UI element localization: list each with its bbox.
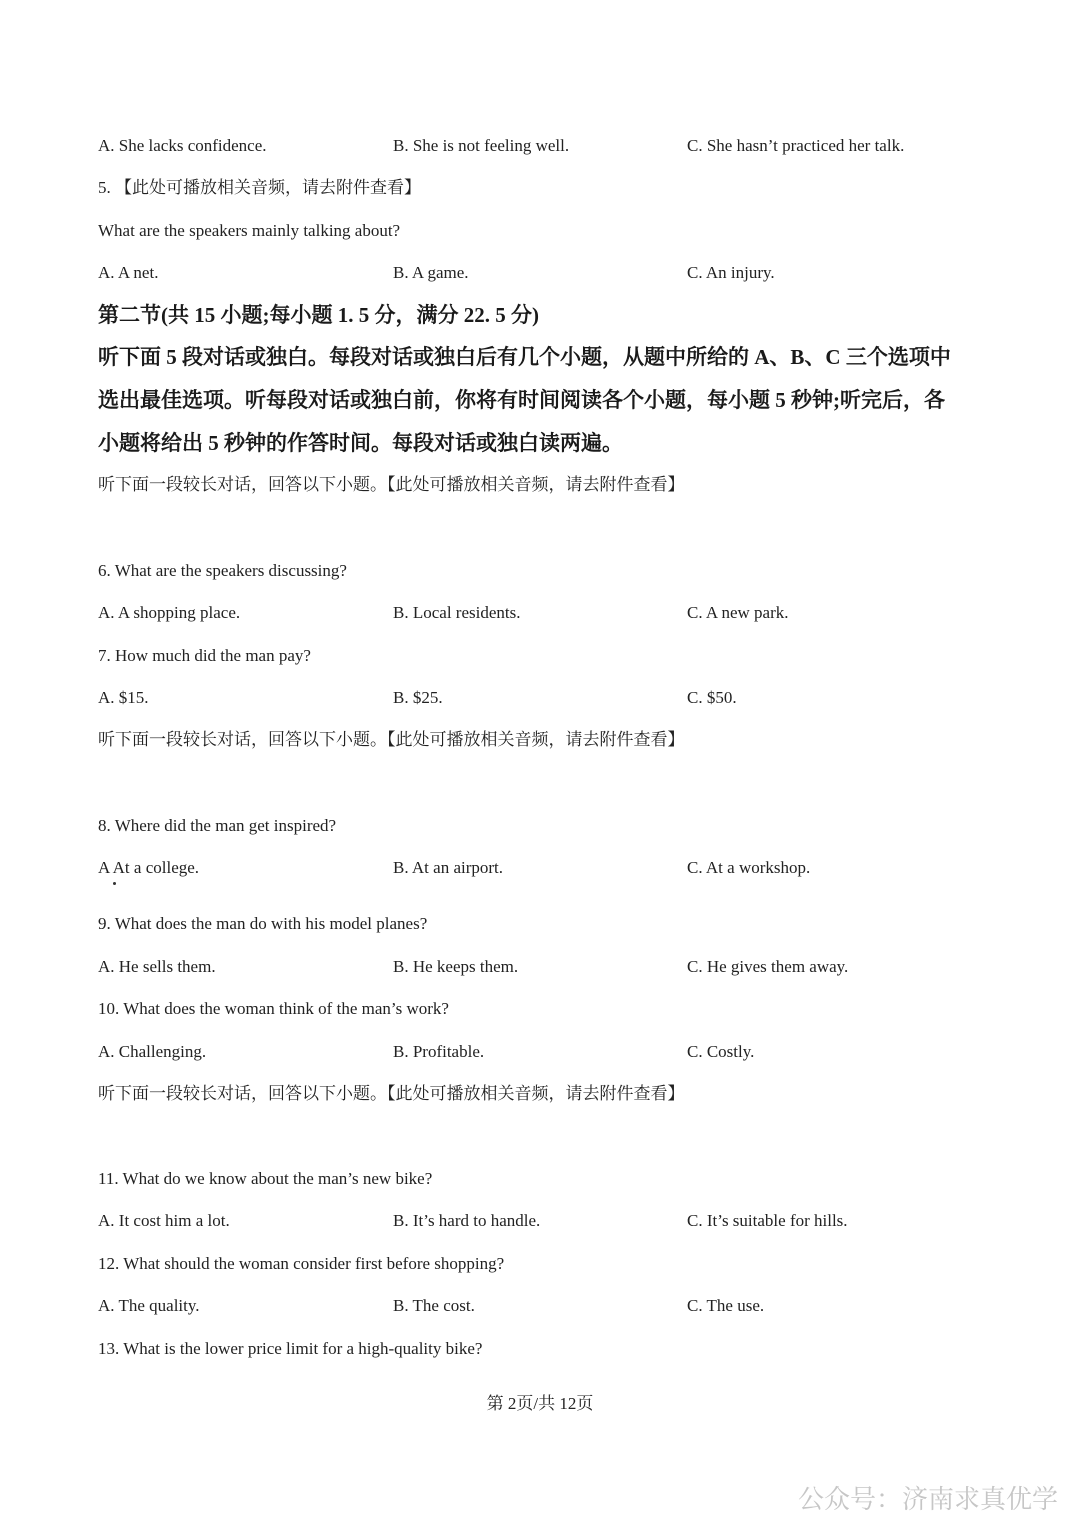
q8-option-c: C. At a workshop. xyxy=(687,858,811,877)
q7-option-c: C. $50. xyxy=(687,688,737,707)
q5-question: What are the speakers mainly talking about? xyxy=(98,221,401,240)
q9-option-a: A. He sells them. xyxy=(98,957,216,976)
watermark: 公众号：济南求真优学 xyxy=(797,1485,1058,1515)
instruction-line-2: 选出最佳选项。听每段对话或独白前，你将有时间阅读各个小题，每小题 5 秒钟;听完后，各 xyxy=(98,388,945,412)
q11-option-a: A. It cost him a lot. xyxy=(98,1211,230,1230)
q11-options xyxy=(98,1210,998,1232)
q12-option-a: A. The quality. xyxy=(98,1296,200,1315)
q12-options xyxy=(98,1295,998,1317)
page-footer: 第 2页/共 12页 xyxy=(486,1394,594,1413)
section2-heading: 第二节(共 15 小题;每小题 1. 5 分，满分 22. 5 分) xyxy=(98,303,539,327)
audio-prompt-3: 听下面一段较长对话，回答以下小题。【此处可播放相关音频，请去附件查看】 xyxy=(98,1084,685,1103)
q11-question: 11. What do we know about the man’s new bike? xyxy=(98,1169,433,1188)
q6-options xyxy=(98,602,998,624)
section2-instruction xyxy=(98,336,988,465)
q11-option-b: B. It’s hard to handle. xyxy=(393,1211,541,1230)
q6-option-a: A. A shopping place. xyxy=(98,603,241,622)
q10-option-a: A. Challenging. xyxy=(98,1042,207,1061)
q10-option-b: B. Profitable. xyxy=(393,1042,485,1061)
q6-option-b: B. Local residents. xyxy=(393,603,521,622)
q5-options xyxy=(98,262,998,284)
q10-question: 10. What does the woman think of the man’s work? xyxy=(98,999,449,1018)
instruction-line-3: 小题将给出 5 秒钟的作答时间。每段对话或独白读两遍。 xyxy=(98,431,623,455)
q10-options xyxy=(98,1041,998,1063)
q4-option-c: C. She hasn’t practiced her talk. xyxy=(687,136,905,155)
q7-question: 7. How much did the man pay? xyxy=(98,646,311,665)
q12-option-c: C. The use. xyxy=(687,1296,765,1315)
q6-question: 6. What are the speakers discussing? xyxy=(98,561,347,580)
q8-options xyxy=(98,857,998,879)
q8-option-a: A At a college. xyxy=(98,858,200,877)
stray-dot xyxy=(113,882,116,885)
q6-option-c: C. A new park. xyxy=(687,603,789,622)
q5-option-c: C. An injury. xyxy=(687,263,775,282)
q7-option-b: B. $25. xyxy=(393,688,443,707)
q10-option-c: C. Costly. xyxy=(687,1042,755,1061)
q9-option-c: C. He gives them away. xyxy=(687,957,849,976)
q7-options xyxy=(98,687,998,709)
q5-option-a: A. A net. xyxy=(98,263,159,282)
q9-option-b: B. He keeps them. xyxy=(393,957,519,976)
instruction-line-1: 听下面 5 段对话或独白。每段对话或独白后有几个小题，从题中所给的 A、B、C 三个选项中 xyxy=(98,345,951,369)
q11-option-c: C. It’s suitable for hills. xyxy=(687,1211,848,1230)
q8-question: 8. Where did the man get inspired? xyxy=(98,816,337,835)
audio-prompt-2: 听下面一段较长对话，回答以下小题。【此处可播放相关音频，请去附件查看】 xyxy=(98,730,685,749)
q7-option-a: A. $15. xyxy=(98,688,149,707)
audio-prompt-1: 听下面一段较长对话，回答以下小题。【此处可播放相关音频，请去附件查看】 xyxy=(98,475,685,494)
q4-options xyxy=(98,135,998,157)
q13-question: 13. What is the lower price limit for a high-quality bike? xyxy=(98,1339,483,1358)
q8-option-b: B. At an airport. xyxy=(393,858,504,877)
q12-question: 12. What should the woman consider first before shopping? xyxy=(98,1254,505,1273)
q5-label: 5. 【此处可播放相关音频，请去附件查看】 xyxy=(98,178,421,197)
q4-option-b: B. She is not feeling well. xyxy=(393,136,570,155)
q5-option-b: B. A game. xyxy=(393,263,469,282)
q9-options xyxy=(98,956,998,978)
q4-option-a: A. She lacks confidence. xyxy=(98,136,267,155)
q9-question: 9. What does the man do with his model planes? xyxy=(98,914,428,933)
q12-option-b: B. The cost. xyxy=(393,1296,475,1315)
